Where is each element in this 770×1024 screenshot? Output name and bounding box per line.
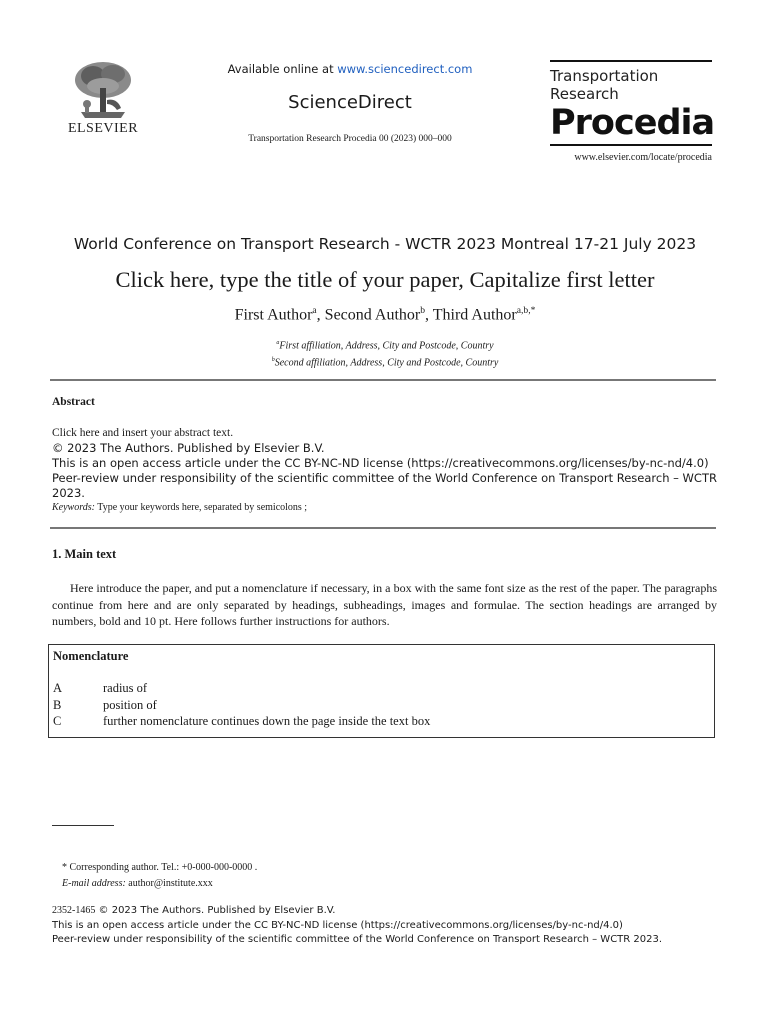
- footnote-rule: [52, 825, 114, 826]
- author-name: Second Author: [324, 306, 421, 324]
- footnote: [62, 860, 257, 892]
- license-line: This is an open access article under the CC BY-NC-ND license (https://creativecommons.org/licenses/by-nc-nd/4.0): [52, 919, 623, 931]
- journal-url[interactable]: www.elsevier.com/locate/procedia: [574, 152, 712, 163]
- nomenclature-row: [53, 697, 430, 714]
- nomenclature-description: radius of: [103, 681, 148, 695]
- author-name: First Author: [234, 306, 313, 324]
- divider-bottom: [50, 527, 716, 529]
- journal-logo-rule-bottom: [550, 144, 712, 146]
- sciencedirect-link[interactable]: www.sciencedirect.com: [337, 62, 473, 76]
- abstract-license: This is an open access article under the CC BY-NC-ND license (https://creativecommons.org/licenses/by-nc-nd/4.0): [52, 456, 709, 470]
- affiliation-line: [0, 353, 770, 370]
- abstract-body: [52, 426, 717, 501]
- nomenclature-heading: Nomenclature: [53, 649, 129, 663]
- affiliation-mark: b: [271, 357, 275, 364]
- affiliation-line: [0, 336, 770, 353]
- author-separator: ,: [425, 306, 433, 324]
- abstract-heading: Abstract: [52, 396, 95, 408]
- affiliation-text: First affiliation, Address, City and Postcode, Country: [279, 340, 494, 352]
- divider-top: [50, 379, 716, 381]
- sciencedirect-name: ScienceDirect: [288, 92, 412, 113]
- nomenclature-symbol: A: [53, 681, 63, 695]
- nomenclature-symbol: C: [53, 714, 62, 728]
- author-name: Third Author: [432, 306, 517, 324]
- author-list: [0, 305, 770, 324]
- journal-logo-line2: Research: [550, 85, 619, 103]
- corresponding-author: * Corresponding author. Tel.: +0-000-000-0000 .: [62, 862, 258, 873]
- conference-name: World Conference on Transport Research - WCTR 2023 Montreal 17-21 July 2023: [73, 235, 697, 253]
- journal-logo-line1: Transportation: [550, 67, 659, 85]
- keywords-text: Type your keywords here, separated by semicolons ;: [94, 502, 308, 513]
- journal-logo-rule-top: [550, 60, 712, 62]
- journal-reference: Transportation Research Procedia 00 (2023) 000–000: [248, 134, 452, 144]
- journal-logo: [550, 60, 715, 151]
- nomenclature-row: [53, 680, 430, 697]
- elsevier-tree-icon: [71, 60, 135, 120]
- abstract-peer-review: Peer-review under responsibility of the scientific committee of the World Conference on Transport Research – WCTR 2023.: [52, 471, 717, 500]
- nomenclature-box: [48, 644, 715, 738]
- author-separator: ,: [316, 306, 325, 324]
- affiliations: [0, 336, 770, 371]
- copyright-line: [52, 904, 732, 919]
- nomenclature-list: [53, 680, 430, 730]
- nomenclature-description: further nomenclature continues down the page inside the text box: [103, 714, 431, 728]
- author-affiliation-mark: b: [420, 305, 426, 316]
- author-affiliation-mark: a: [312, 305, 317, 316]
- paper-title: Click here, type the title of your paper, Capitalize first letter: [115, 267, 655, 292]
- available-online-label: Available online at: [227, 62, 338, 76]
- journal-logo-big: Procedia: [550, 103, 715, 143]
- nomenclature-row: [53, 713, 430, 730]
- keywords-label: Keywords:: [52, 502, 95, 513]
- email-label: E-mail address:: [62, 878, 126, 889]
- copyright-block: [52, 904, 732, 948]
- abstract-copyright: © 2023 The Authors. Published by Elsevier B.V.: [52, 441, 325, 455]
- affiliation-mark: a: [276, 340, 280, 346]
- available-online-line: [200, 62, 500, 76]
- nomenclature-description: position of: [103, 697, 157, 712]
- publisher-name: ELSEVIER: [67, 121, 139, 136]
- elsevier-logo: [62, 60, 144, 137]
- author-affiliation-mark: a,b,*: [516, 305, 536, 316]
- journal-logo-text: [550, 67, 712, 103]
- section-heading: 1. Main text: [52, 547, 117, 561]
- nomenclature-symbol: B: [53, 697, 62, 712]
- email-line: [62, 876, 257, 892]
- abstract-text: Click here and insert your abstract text.: [52, 427, 234, 439]
- section-paragraph: Here introduce the paper, and put a nomenclature if necessary, in a box with the same font size as the rest of the paper. The paragraphs continue from here and are only separated by headings, subheadings, images and formulae. The section headings are arranged by numbers, bold and 10 pt. Here follows further instructions for authors.: [52, 581, 717, 628]
- copyright-text: © 2023 The Authors. Published by Elsevier B.V.: [95, 905, 336, 916]
- affiliation-text: Second affiliation, Address, City and Postcode, Country: [274, 357, 499, 369]
- peer-review-line: Peer-review under responsibility of the scientific committee of the World Conference on Transport Research – WCTR 2023.: [52, 934, 663, 945]
- issn: 2352-1465: [52, 905, 96, 916]
- keywords-line: [52, 502, 307, 513]
- email-address: author@institute.xxx: [125, 878, 213, 889]
